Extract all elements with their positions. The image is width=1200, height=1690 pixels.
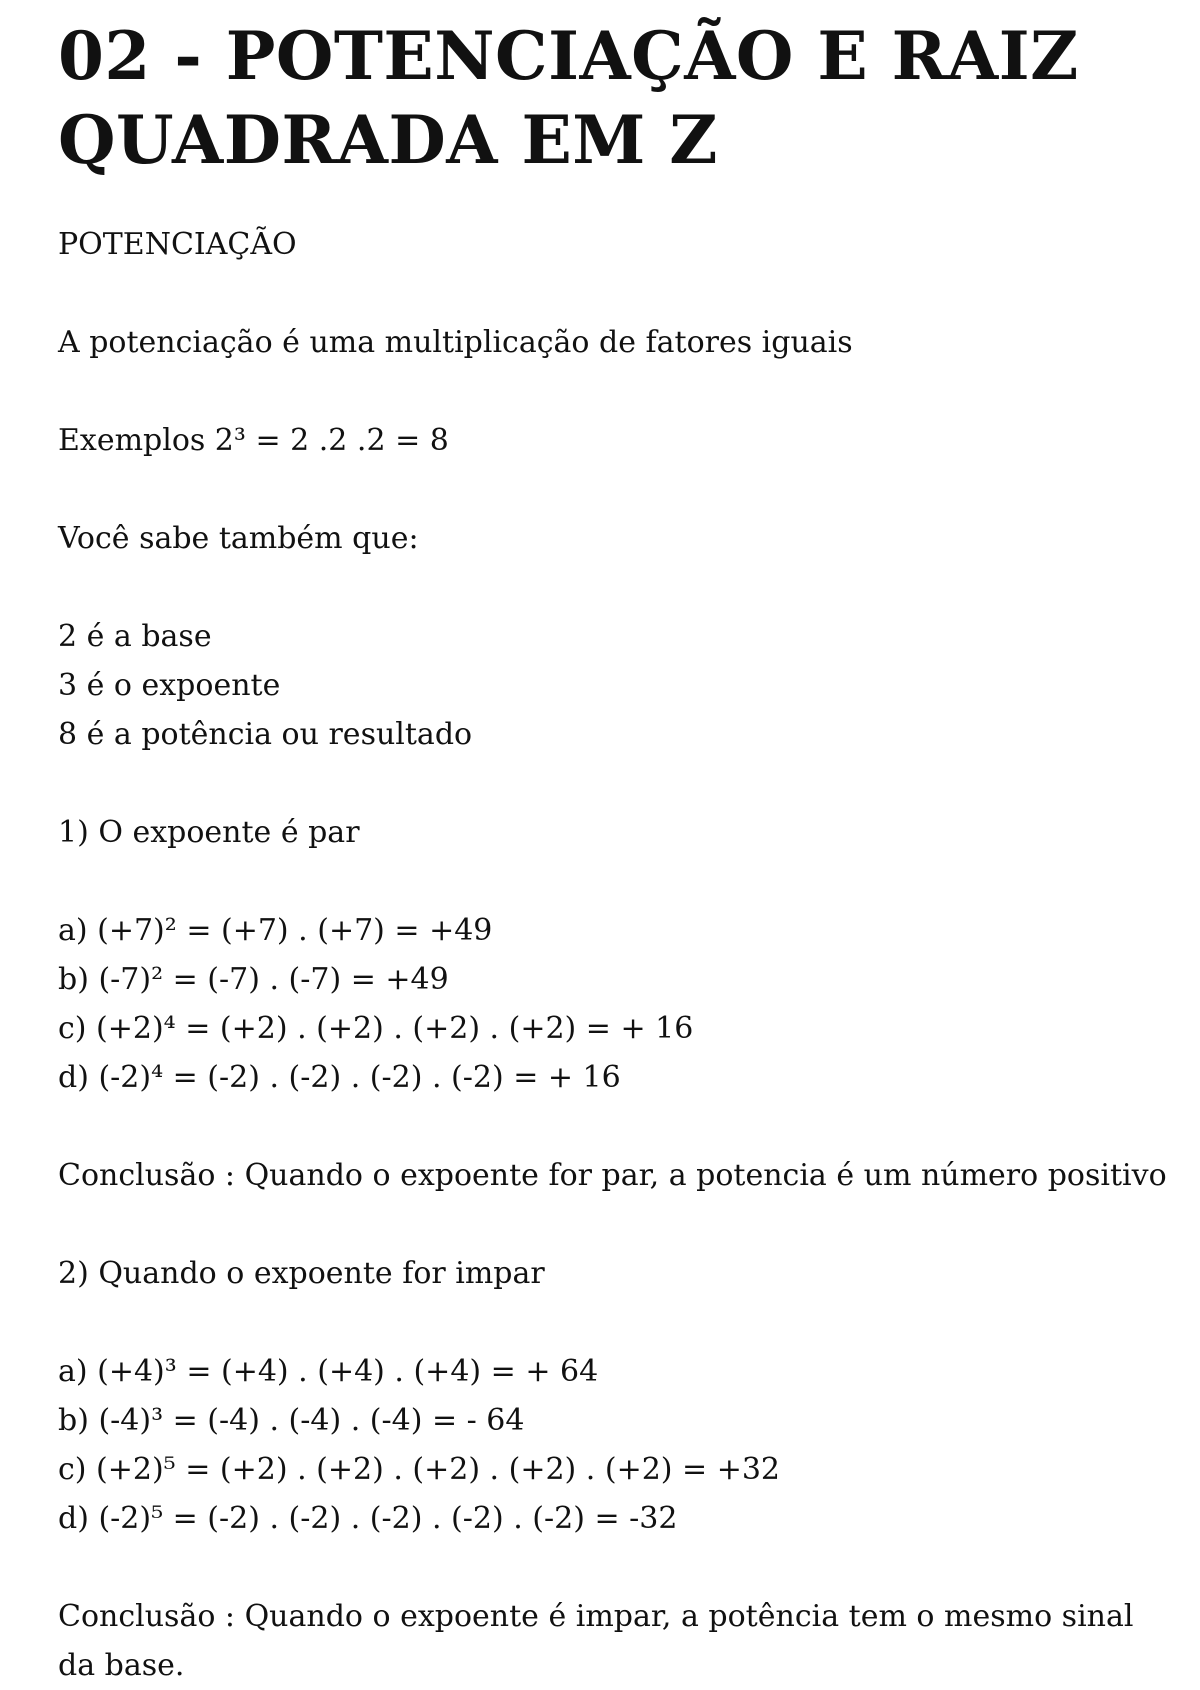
spacer — [58, 759, 1160, 808]
result-text: 8 é a potência ou resultado — [58, 717, 473, 752]
exponent-text: 3 é o expoente — [58, 668, 281, 703]
example-text: Exemplos 2³ = 2 .2 .2 = 8 — [58, 423, 449, 458]
spacer — [58, 563, 1160, 612]
even-example-b: b) (-7)² = (-7) . (-7) = +49 — [58, 962, 449, 997]
even-example-c: c) (+2)⁴ = (+2) . (+2) . (+2) . (+2) = + 16 — [58, 1011, 694, 1046]
spacer — [58, 367, 1160, 416]
spacer — [58, 857, 1160, 906]
odd-example-d: d) (-2)⁵ = (-2) . (-2) . (-2) . (-2) . (-2) = -32 — [58, 1501, 678, 1536]
odd-example-c: c) (+2)⁵ = (+2) . (+2) . (+2) . (+2) . (+2) = +32 — [58, 1452, 781, 1487]
odd-example-a: a) (+4)³ = (+4) . (+4) . (+4) = + 64 — [58, 1354, 599, 1389]
spacer — [58, 1200, 1160, 1249]
intro-text: Você sabe também que: — [58, 521, 419, 556]
section-heading: POTENCIAÇÃO — [58, 227, 297, 262]
spacer — [58, 1298, 1160, 1347]
spacer — [58, 1102, 1160, 1151]
document-body — [58, 220, 1167, 1690]
even-example-a: a) (+7)² = (+7) . (+7) = +49 — [58, 913, 493, 948]
definition-text: A potenciação é uma multiplicação de fatores iguais — [58, 325, 853, 360]
even-conclusion: Conclusão : Quando o expoente for par, a potencia é um número positivo — [58, 1158, 1167, 1193]
rule-heading-odd: 2) Quando o expoente for impar — [58, 1256, 545, 1291]
rule-heading-even: 1) O expoente é par — [58, 815, 360, 850]
spacer — [58, 1543, 1160, 1592]
odd-conclusion: Conclusão : Quando o expoente é impar, a potência tem o mesmo sinal da base. — [58, 1599, 1134, 1683]
even-example-d: d) (-2)⁴ = (-2) . (-2) . (-2) . (-2) = + 16 — [58, 1060, 621, 1095]
spacer — [58, 269, 1160, 318]
odd-example-b: b) (-4)³ = (-4) . (-4) . (-4) = - 64 — [58, 1403, 525, 1438]
base-text: 2 é a base — [58, 619, 212, 654]
spacer — [58, 465, 1160, 514]
page-title: 02 - POTENCIAÇÃO E RAIZ QUADRADA EM Z — [58, 17, 1079, 179]
